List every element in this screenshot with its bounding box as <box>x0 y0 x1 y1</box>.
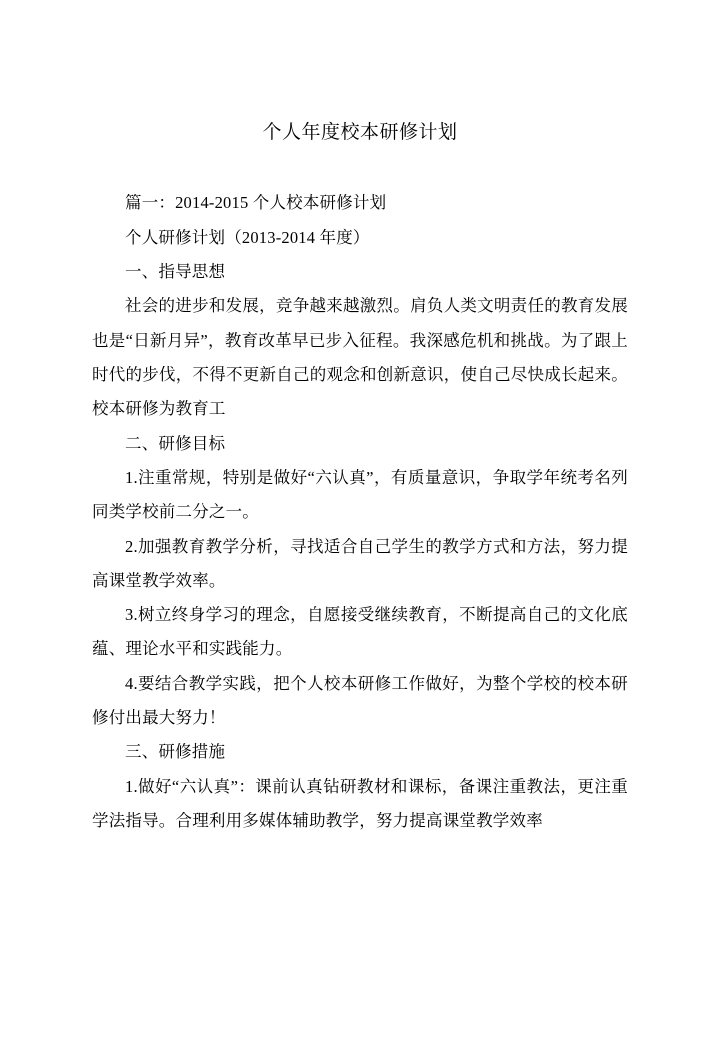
page-title: 个人年度校本研修计划 <box>262 122 458 143</box>
paragraph-objective-1: 1.注重常规，特别是做好“六认真”，有质量意识，争取学年统考名列同类学校前二分之一。 <box>92 467 628 522</box>
paragraph-source-label: 篇一：2014-2015 个人校本研修计划 <box>125 193 387 213</box>
heading-measures: 三、研修措施 <box>125 742 226 762</box>
paragraph-objective-4: 4.要结合教学实践，把个人校本研修工作做好，为整个学校的校本研修付出最大努力！ <box>92 673 628 728</box>
paragraph-plan-subtitle: 个人研修计划（2013-2014 年度） <box>125 227 370 247</box>
paragraph-objective-2: 2.加强教育教学分析，寻找适合自己学生的教学方式和方法，努力提高课堂教学效率。 <box>92 536 628 590</box>
document-body <box>0 148 720 838</box>
paragraph-guiding-thought-body: 社会的进步和发展，竞争越来越激烈。肩负人类文明责任的教育发展也是“日新月异”，教育改革早已步入征程。我深感危机和挑战。为了跟上时代的步伐，不得不更新自己的观念和创新意识，使自己尽快成长起来。校本研修为教育工 <box>92 296 628 419</box>
paragraph-objective-3: 3.树立终身学习的理念，自愿接受继续教育，不断提高自己的文化底蕴、理论水平和实践能力。 <box>92 605 628 659</box>
heading-guiding-thought: 一、指导思想 <box>125 262 226 282</box>
paragraph-measure-1: 1.做好“六认真”：课前认真钻研教材和课标，备课注重教法，更注重学法指导。合理利用多媒体辅助教学，努力提高课堂教学效率 <box>92 776 628 831</box>
document-page <box>0 118 720 1050</box>
heading-objectives: 二、研修目标 <box>125 433 226 453</box>
